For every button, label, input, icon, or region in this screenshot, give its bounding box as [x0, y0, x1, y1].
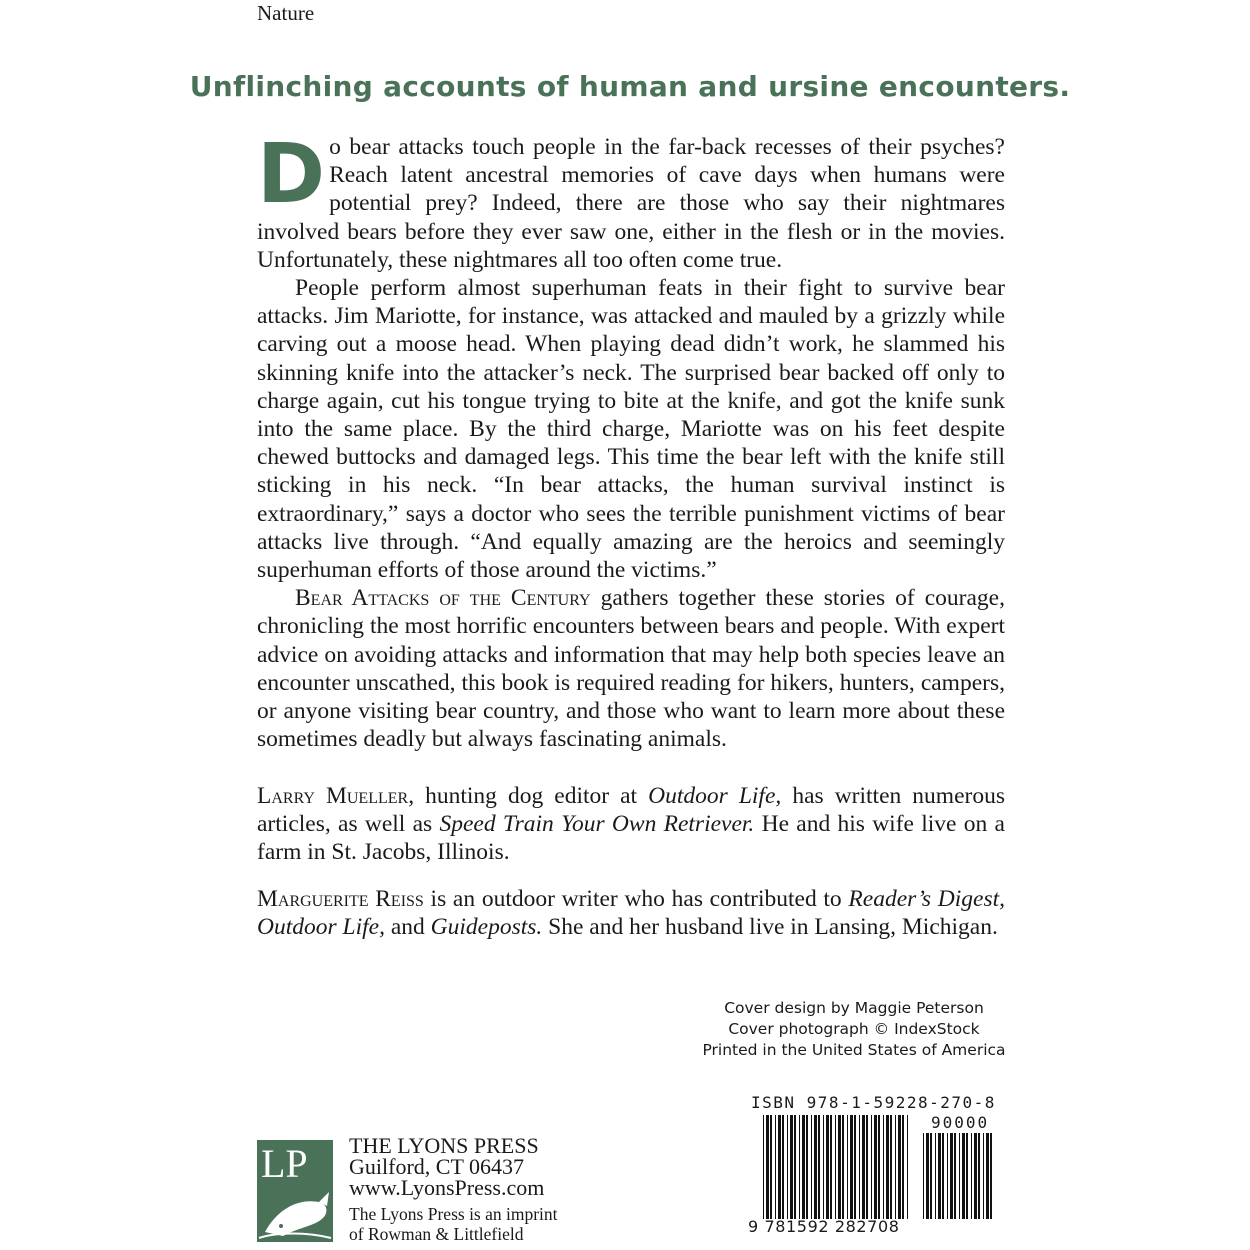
barcode-bar	[787, 1115, 788, 1219]
author-bio-reiss	[257, 885, 1005, 941]
barcode-bar	[966, 1133, 968, 1219]
barcode-bar	[847, 1115, 848, 1219]
barcode-bar	[794, 1115, 796, 1219]
barcode-bar	[850, 1115, 853, 1219]
bio-text: is an outdoor writer who has contributed to	[423, 886, 849, 912]
dropcap-letter: D	[257, 127, 326, 222]
imprint-line: of Rowman & Littlefield	[349, 1224, 524, 1244]
paragraph-3-text: gathers together these stories of courage, chronicling the most horrific encounters between bears and people. With expert advice on avoiding attacks and information that may help both species leave an encounter unscathed, this book is required reading for hikers, hunters, campers, or anyone visiting bear country, and those who want to learn more about these sometimes deadly but always fascinating animals.	[257, 585, 1005, 753]
publisher-website: www.LyonsPress.com	[349, 1175, 545, 1200]
isbn-number: ISBN 978-1-59228-270-8	[751, 1093, 996, 1112]
bio-text: He and his wife live on a farm in St. Jacobs, Illinois.	[257, 811, 1005, 866]
barcode-bar	[842, 1115, 844, 1219]
barcode-bar	[942, 1133, 944, 1219]
category-label: Nature	[257, 1, 315, 25]
barcode-bar	[898, 1115, 901, 1219]
barcode-bar	[874, 1115, 877, 1219]
bio-text: and	[384, 914, 431, 941]
publication-title: Guideposts.	[430, 914, 543, 941]
credit-line: Cover design by Maggie Peterson	[724, 999, 984, 1017]
lyons-press-logo	[257, 1140, 333, 1242]
barcode-bar	[978, 1133, 980, 1219]
barcode-bar	[766, 1115, 769, 1219]
author-bio-mueller	[257, 782, 1005, 867]
barcode-bar	[763, 1115, 764, 1219]
publisher-city: Guilford, CT 06437	[349, 1154, 524, 1179]
barcode-bar	[930, 1133, 932, 1219]
barcode-bar	[990, 1133, 992, 1219]
price-barcode-bars	[923, 1133, 998, 1219]
barcode-bar	[802, 1115, 805, 1219]
author-name: Larry Mueller	[257, 783, 409, 809]
barcode-bar	[935, 1133, 936, 1219]
barcode-bar	[907, 1115, 908, 1219]
barcode-bar	[895, 1115, 896, 1219]
barcode-bar	[806, 1115, 808, 1219]
barcode-bar	[947, 1133, 948, 1219]
barcode-bar	[983, 1133, 984, 1219]
book-title-italic: Speed Train Your Own Retriever.	[439, 811, 755, 838]
book-description	[257, 127, 1005, 753]
barcode-bar	[959, 1133, 960, 1219]
barcode-bar	[890, 1115, 892, 1219]
barcode-bar	[878, 1115, 880, 1219]
credit-line: Cover photograph © IndexStock	[728, 1020, 980, 1038]
paragraph-1-text: o bear attacks touch people in the far-back recesses of their psyches? Reach latent ancestral memories of cave days when humans were potential prey? Indeed, there are those who say their nightmares involved bears before they ever saw one, either in the flesh or in the movies. Unfortunately, these nightmares all too often come true.	[257, 134, 1005, 273]
barcode-bar	[854, 1115, 856, 1219]
barcode-bar	[838, 1115, 841, 1219]
publication-title: Reader’s Digest, Outdoor Life,	[257, 886, 1006, 941]
book-title: Bear Attacks of the Century	[295, 585, 591, 612]
barcode-bar	[974, 1133, 977, 1219]
barcode-bars	[763, 1115, 913, 1219]
barcode-bar	[782, 1115, 784, 1219]
barcode-bar	[938, 1133, 941, 1219]
credit-line: Printed in the United States of America	[702, 1041, 1006, 1059]
publisher-info	[349, 1135, 558, 1244]
barcode-bar	[826, 1115, 829, 1219]
barcode-bar	[971, 1133, 972, 1219]
barcode-bar	[814, 1115, 817, 1219]
barcode-bar	[923, 1133, 924, 1219]
description-paragraph-1	[257, 127, 1005, 274]
barcode-bar	[950, 1133, 953, 1219]
imprint-line: The Lyons Press is an imprint	[349, 1204, 558, 1224]
barcode-bar	[886, 1115, 889, 1219]
barcode-bar	[778, 1115, 781, 1219]
barcode-bar	[818, 1115, 820, 1219]
barcode-bar	[823, 1115, 824, 1219]
barcode-bar	[862, 1115, 865, 1219]
bio-text: , hunting dog editor at	[408, 783, 649, 809]
barcode-bar	[859, 1115, 860, 1219]
description-paragraph-2: People perform almost superhuman feats in their fight to survive bear attacks. Jim Mariotte, for instance, was attacked and mauled by a grizzly while carving out a moose head. When playing dead didn’t work, he slammed his skinning knife into the attacker’s neck. The surprised bear backed off only to charge again, cut his tongue trying to bite at the knife, and got the knife sunk into the same place. By the third charge, Mariotte was on his feet despite chewed buttocks and damaged legs. This time the bear left with the knife still sticking in his neck. “In bear attacks, the human survival instinct is extraordinary,” says a doctor who sees the terrible punishment victims of bear attacks live through. “And equally amazing are the heroics and seemingly superhuman efforts of those around the victims.”	[257, 275, 1005, 584]
barcode-bar	[799, 1115, 800, 1219]
fish-icon	[257, 1140, 333, 1242]
logo-letters: LP	[261, 1141, 308, 1186]
barcode-bar	[770, 1115, 772, 1219]
bio-text: has written numerous articles, as well as	[257, 783, 1005, 838]
isbn-barcode	[748, 1093, 1008, 1243]
barcode-bar	[871, 1115, 872, 1219]
cover-credits	[700, 998, 1008, 1061]
barcode-bar	[830, 1115, 832, 1219]
barcode-digits: 9 781592 282708	[748, 1217, 900, 1236]
publication-title: Outdoor Life,	[648, 783, 782, 809]
barcode-bar	[926, 1133, 929, 1219]
barcode-bar	[954, 1133, 956, 1219]
author-name: Marguerite Reiss	[257, 886, 424, 912]
tagline: Unflinching accounts of human and ursine encounters.	[189, 70, 1071, 103]
price-code: 90000	[931, 1113, 990, 1132]
barcode-bar	[835, 1115, 836, 1219]
barcode-bar	[883, 1115, 884, 1219]
barcode-bar	[962, 1133, 965, 1219]
barcode-bar	[866, 1115, 868, 1219]
barcode-bar	[790, 1115, 793, 1219]
bio-text: She and her husband live in Lansing, Michigan.	[542, 914, 998, 941]
barcode-bar	[986, 1133, 989, 1219]
barcode-bar	[902, 1115, 904, 1219]
description-paragraph-3	[257, 584, 1005, 753]
publisher-name: THE LYONS PRESS	[349, 1133, 539, 1158]
barcode-bar	[775, 1115, 776, 1219]
barcode-bar	[811, 1115, 812, 1219]
